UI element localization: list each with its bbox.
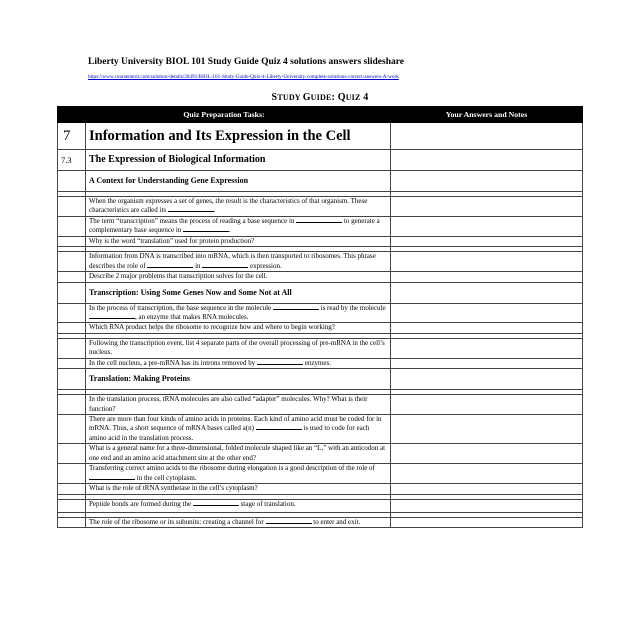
- answer-cell[interactable]: [391, 150, 583, 171]
- question-text: In the process of transcription, the base sequence in the molecule is read by the molecule , an enzyme that makes RNA molecules.: [86, 303, 391, 323]
- study-guide-title: STUDY GUIDE: QUIZ 4: [271, 92, 369, 103]
- question-row: [58, 323, 583, 333]
- subsection-title: Transcription: Using Some Genes Now and Some Not at All: [86, 282, 391, 303]
- question-text: Why is the word “translation” used for protein production?: [86, 236, 391, 246]
- question-text: Information from DNA is transcribed into mRNA, which is then transported to ribosomes. This phrase describes the role of in expression.: [86, 252, 391, 272]
- section-number: 7.3: [58, 150, 86, 171]
- subsection-title: A Context for Understanding Gene Expression: [86, 171, 391, 192]
- answer-cell[interactable]: [391, 358, 583, 368]
- chapter-title: Information and Its Expression in the Cell: [86, 123, 391, 150]
- chapter-number: 7: [58, 123, 86, 150]
- question-row: [58, 303, 583, 323]
- question-row: [58, 236, 583, 246]
- tasks-header: Quiz Preparation Tasks:: [58, 107, 391, 123]
- question-text: Describe 2 major problems that transcription solves for the cell.: [86, 272, 391, 282]
- answer-cell[interactable]: [391, 395, 583, 415]
- answer-cell[interactable]: [391, 272, 583, 282]
- answer-cell[interactable]: [391, 484, 583, 494]
- answer-cell[interactable]: [391, 123, 583, 150]
- subsection-row: [58, 282, 583, 303]
- document-title: Liberty University BIOL 101 Study Guide Quiz 4 solutions answers slideshare: [88, 57, 405, 67]
- answer-cell[interactable]: [391, 197, 583, 217]
- question-row: [58, 517, 583, 527]
- question-text: Following the transcription event, list 4 separate parts of the overall processing of pre-mRNA in the cell’s nucleus.: [86, 338, 391, 358]
- question-text: What is the role of tRNA synthetase in the cell’s cytoplasm?: [86, 484, 391, 494]
- question-row: [58, 415, 583, 444]
- question-text: Transferring correct amino acids to the ribosome during elongation is a good description of the role of in the cell cytoplasm.: [86, 464, 391, 484]
- answer-cell[interactable]: [391, 444, 583, 464]
- answer-cell[interactable]: [391, 282, 583, 303]
- subsection-row: [58, 369, 583, 390]
- answer-cell[interactable]: [391, 303, 583, 323]
- question-text: What is a general name for a three-dimensional, folded molecule shaped like an “L,” with an anticodon at one end and an amino acid attachment site at the other end?: [86, 444, 391, 464]
- study-guide-table: [57, 106, 583, 528]
- question-row: [58, 216, 583, 236]
- question-text: In the translation process, tRNA molecules are also called “adapter” molecules. Why? What is their function?: [86, 395, 391, 415]
- chapter-row: [58, 123, 583, 150]
- question-text: When the organism expresses a set of genes, the result is the characteristics of that organism. These characteristics are called its .: [86, 197, 391, 217]
- question-text: The term “transcription” means the process of reading a base sequence in to generate a complementary base sequence in .: [86, 216, 391, 236]
- subsection-row: [58, 171, 583, 192]
- question-row: [58, 197, 583, 217]
- question-row: [58, 444, 583, 464]
- answer-cell[interactable]: [391, 517, 583, 527]
- answer-cell[interactable]: [391, 338, 583, 358]
- subsection-title: Translation: Making Proteins: [86, 369, 391, 390]
- question-row: [58, 252, 583, 272]
- source-link[interactable]: https://www.coursemerit.com/solution-details/20491/BIOL-101-Study-Guide-Quiz-4-Liberty-University-complete-solutions-correct-answers-A-work: [88, 74, 399, 80]
- table-header-row: [58, 107, 583, 123]
- question-text: In the cell nucleus, a pre-mRNA has its introns removed by enzymes.: [86, 358, 391, 368]
- question-text: Peptide bonds are formed during the stage of translation.: [86, 499, 391, 512]
- question-text: Which RNA product helps the ribosome to recognize how and where to begin working?: [86, 323, 391, 333]
- answer-cell[interactable]: [391, 369, 583, 390]
- question-text: The role of the ribosome or its subunits: creating a channel for to enter and exit.: [86, 517, 391, 527]
- section-title: The Expression of Biological Information: [86, 150, 391, 171]
- section-row: [58, 150, 583, 171]
- answer-cell[interactable]: [391, 216, 583, 236]
- answers-header: Your Answers and Notes: [391, 107, 583, 123]
- question-text: There are more than four kinds of amino acids in proteins. Each kind of amino acid must be coded for in mRNA. Thus, a short sequence of mRNA bases called a(n) is used to code for each amino acid in the translation process.: [86, 415, 391, 444]
- question-row: [58, 484, 583, 494]
- question-row: [58, 272, 583, 282]
- question-row: [58, 499, 583, 512]
- question-row: [58, 464, 583, 484]
- answer-cell[interactable]: [391, 415, 583, 444]
- question-row: [58, 338, 583, 358]
- answer-cell[interactable]: [391, 323, 583, 333]
- answer-cell[interactable]: [391, 464, 583, 484]
- question-row: [58, 395, 583, 415]
- answer-cell[interactable]: [391, 499, 583, 512]
- answer-cell[interactable]: [391, 236, 583, 246]
- answer-cell[interactable]: [391, 171, 583, 192]
- question-row: [58, 358, 583, 368]
- answer-cell[interactable]: [391, 252, 583, 272]
